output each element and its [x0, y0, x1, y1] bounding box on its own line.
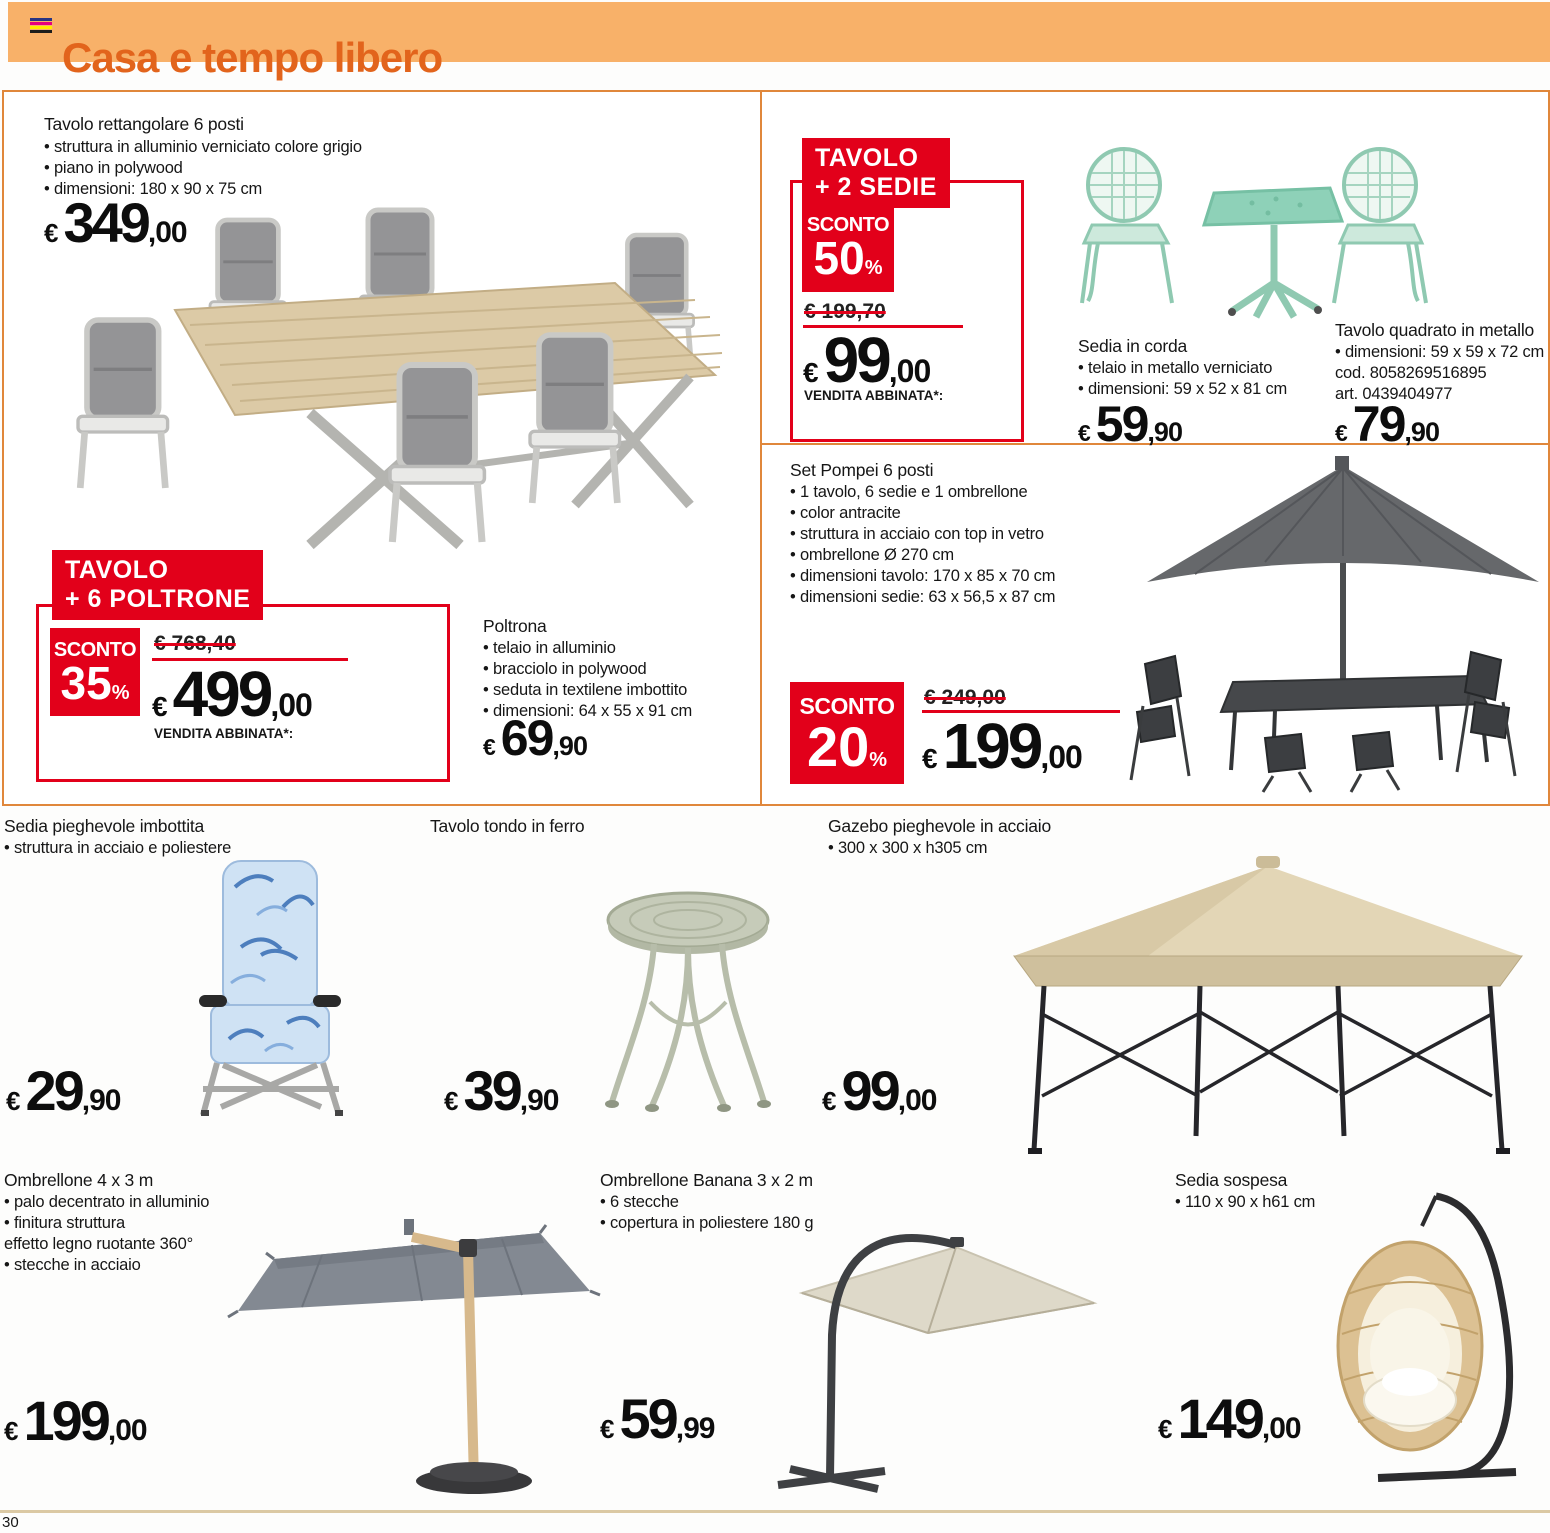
price-currency: €	[803, 357, 819, 388]
bullet: • struttura in acciaio con top in vetro	[790, 525, 1044, 543]
price-integer: 99	[841, 1059, 898, 1122]
product-bullets-sedia-corda	[1078, 358, 1287, 400]
price-ombrellone-banana	[600, 1387, 715, 1450]
price-decimal: ,99	[675, 1412, 715, 1445]
product-bullets-ombrellone-banana	[600, 1192, 813, 1234]
vendita-abbinata-title: VENDITA ABBINATA*:	[154, 726, 294, 741]
price-currency: €	[600, 1414, 615, 1444]
price-tavolo-tondo	[444, 1059, 559, 1122]
bullet: • piano in polywood	[44, 159, 183, 177]
product-title-set-pompei: Set Pompei 6 posti	[790, 460, 934, 480]
product-title-sedia-sospesa: Sedia sospesa	[1175, 1170, 1288, 1190]
bullet-continuation: effetto legno ruotante 360°	[4, 1235, 193, 1253]
price-decimal: ,00	[1261, 1412, 1301, 1445]
bullet: • dimensioni: 59 x 52 x 81 cm	[1078, 380, 1288, 398]
bullet: • telaio in metallo verniciato	[1078, 359, 1273, 377]
product-image-tavolo-tondo	[588, 880, 788, 1120]
product-title-ombrellone-banana: Ombrellone Banana 3 x 2 m	[600, 1170, 813, 1190]
product-title-tavolo-quadrato: Tavolo quadrato in metallo	[1335, 320, 1535, 340]
price-decimal: ,90	[552, 731, 587, 761]
bullet: • 6 stecche	[600, 1193, 679, 1211]
product-bullets-gazebo	[828, 838, 987, 859]
price-currency: €	[152, 691, 168, 722]
price-integer: 79	[1352, 396, 1405, 452]
price-decimal: ,00	[270, 687, 312, 723]
product-image-set-pompei	[1085, 450, 1540, 795]
price-currency: €	[1335, 420, 1348, 446]
product-title-sedia-pieghevole: Sedia pieghevole imbottita	[4, 816, 205, 836]
badge-line: + 6 POLTRONE	[65, 585, 251, 613]
discount-label: SCONTO	[806, 213, 890, 236]
price-sedia-corda	[1078, 396, 1182, 452]
price-decimal: ,00	[107, 1414, 147, 1447]
badge-line: TAVOLO	[815, 144, 919, 172]
price-poltrona	[483, 710, 587, 766]
badge-line: TAVOLO	[65, 556, 169, 584]
product-bullets-set-pompei	[790, 482, 1055, 608]
price-tavolo-quadrato	[1335, 396, 1439, 452]
price-integer: 59	[1095, 396, 1148, 452]
product-title-ombrellone-4x3: Ombrellone 4 x 3 m	[4, 1170, 154, 1190]
price-gazebo	[822, 1059, 937, 1122]
article-number: art. 0439404977	[1335, 385, 1453, 403]
bullet: • dimensioni tavolo: 170 x 85 x 70 cm	[790, 567, 1056, 585]
bullet: • copertura in poliestere 180 g	[600, 1214, 814, 1232]
price-sedia-pieghevole	[6, 1059, 121, 1122]
discount-label: SCONTO	[53, 638, 137, 661]
bullet: • 110 x 90 x h61 cm	[1175, 1193, 1316, 1211]
bullet: • struttura in alluminio verniciato colore grigio	[44, 138, 362, 156]
product-image-bistro-set	[1062, 133, 1442, 323]
product-image-sedia-pieghevole	[165, 855, 375, 1125]
product-bullets-sedia-sospesa	[1175, 1192, 1315, 1213]
price-integer: 99	[823, 324, 889, 396]
bullet: • struttura in acciaio e poliestere	[4, 839, 232, 857]
product-bullets-ombrellone-4x3	[4, 1192, 209, 1276]
bullet: • 300 x 300 x h305 cm	[828, 839, 988, 857]
price-integer: 199	[942, 710, 1041, 782]
old-price-set-pompei: € 249,00	[924, 686, 1006, 709]
price-integer: 349	[63, 191, 148, 254]
bullet: • seduta in textilene imbottito	[483, 681, 688, 699]
bullet: • stecche in acciaio	[4, 1256, 141, 1274]
price-integer: 149	[1177, 1387, 1262, 1450]
price-decimal: ,00	[147, 216, 187, 249]
bullet: • 1 tavolo, 6 sedie e 1 ombrellone	[790, 483, 1028, 501]
product-image-ombrellone-4x3	[222, 1195, 642, 1495]
old-price-bundle-2: € 199,70	[804, 300, 886, 323]
price-dining-set	[44, 191, 187, 254]
product-title-sedia-corda: Sedia in corda	[1078, 336, 1188, 356]
footer-divider	[0, 1510, 1550, 1513]
bullet: • ombrellone Ø 270 cm	[790, 546, 954, 564]
discount-label: SCONTO	[799, 692, 895, 719]
product-title-poltrona: Poltrona	[483, 616, 547, 636]
product-image-sedia-sospesa	[1318, 1172, 1528, 1492]
price-currency: €	[4, 1416, 19, 1446]
price-currency: €	[822, 1086, 837, 1116]
registration-mark-icon	[30, 18, 52, 34]
price-decimal: ,90	[1147, 417, 1182, 447]
price-decimal: ,00	[888, 353, 931, 389]
product-title-gazebo: Gazebo pieghevole in acciaio	[828, 816, 1052, 836]
price-currency: €	[1078, 420, 1091, 446]
percent-sign: %	[111, 681, 130, 704]
price-currency: €	[483, 734, 496, 760]
vendita-abbinata-title: VENDITA ABBINATA*:	[804, 388, 944, 403]
price-bundle-6	[152, 658, 312, 730]
price-integer: 499	[172, 658, 271, 730]
price-currency: €	[922, 743, 938, 774]
price-sedia-sospesa	[1158, 1387, 1301, 1450]
price-decimal: ,00	[897, 1084, 937, 1117]
discount-value: 20	[806, 714, 870, 778]
price-currency: €	[1158, 1414, 1173, 1444]
product-image-dining-set	[60, 205, 760, 605]
price-currency: €	[444, 1086, 459, 1116]
product-image-gazebo	[988, 852, 1548, 1162]
bullet: • dimensioni: 64 x 55 x 91 cm	[483, 702, 693, 720]
discount-value: 35	[60, 656, 112, 709]
price-ombrellone-4x3	[4, 1389, 147, 1452]
bullet: • color antracite	[790, 504, 901, 522]
price-bundle-2	[803, 324, 931, 396]
bullet: • finitura struttura	[4, 1214, 125, 1232]
badge-line: + 2 SEDIE	[815, 173, 937, 201]
page-number: 30	[2, 1514, 19, 1531]
discount-badge-35	[50, 628, 140, 716]
price-decimal: ,90	[1404, 417, 1439, 447]
bullet: • bracciolo in polywood	[483, 660, 647, 678]
bullet: • palo decentrato in alluminio	[4, 1193, 210, 1211]
price-integer: 199	[23, 1389, 108, 1452]
bullet: • dimensioni sedie: 63 x 56,5 x 87 cm	[790, 588, 1056, 606]
price-decimal: ,90	[519, 1084, 559, 1117]
price-currency: €	[6, 1086, 21, 1116]
price-integer: 59	[619, 1387, 676, 1450]
product-bullets-sedia-pieghevole	[4, 838, 231, 859]
product-title-tavolo-tondo: Tavolo tondo in ferro	[430, 816, 585, 836]
bullet: • dimensioni: 180 x 90 x 75 cm	[44, 180, 263, 198]
product-code: cod. 8058269516895	[1335, 364, 1487, 382]
bullet: • telaio in alluminio	[483, 639, 616, 657]
page-title: Casa e tempo libero	[62, 34, 443, 82]
price-integer: 69	[500, 710, 553, 766]
product-title-dining-set: Tavolo rettangolare 6 posti	[44, 114, 244, 134]
bundle-badge-tavolo-6-poltrone	[52, 550, 263, 620]
bundle-badge-tavolo-2-sedie	[802, 138, 950, 208]
discount-badge-20	[790, 682, 904, 784]
price-decimal: ,90	[81, 1084, 121, 1117]
bullet: • dimensioni: 59 x 59 x 72 cm	[1335, 343, 1545, 361]
percent-sign: %	[869, 748, 888, 771]
price-integer: 29	[25, 1059, 82, 1122]
price-decimal: ,00	[1040, 739, 1082, 775]
vertical-divider	[760, 90, 762, 804]
price-integer: 39	[463, 1059, 520, 1122]
price-set-pompei	[922, 710, 1082, 782]
old-price-bundle-6: € 768,40	[154, 632, 236, 655]
discount-badge-50	[802, 202, 894, 292]
percent-sign: %	[864, 256, 883, 279]
discount-value: 50	[813, 231, 865, 284]
price-currency: €	[44, 218, 59, 248]
